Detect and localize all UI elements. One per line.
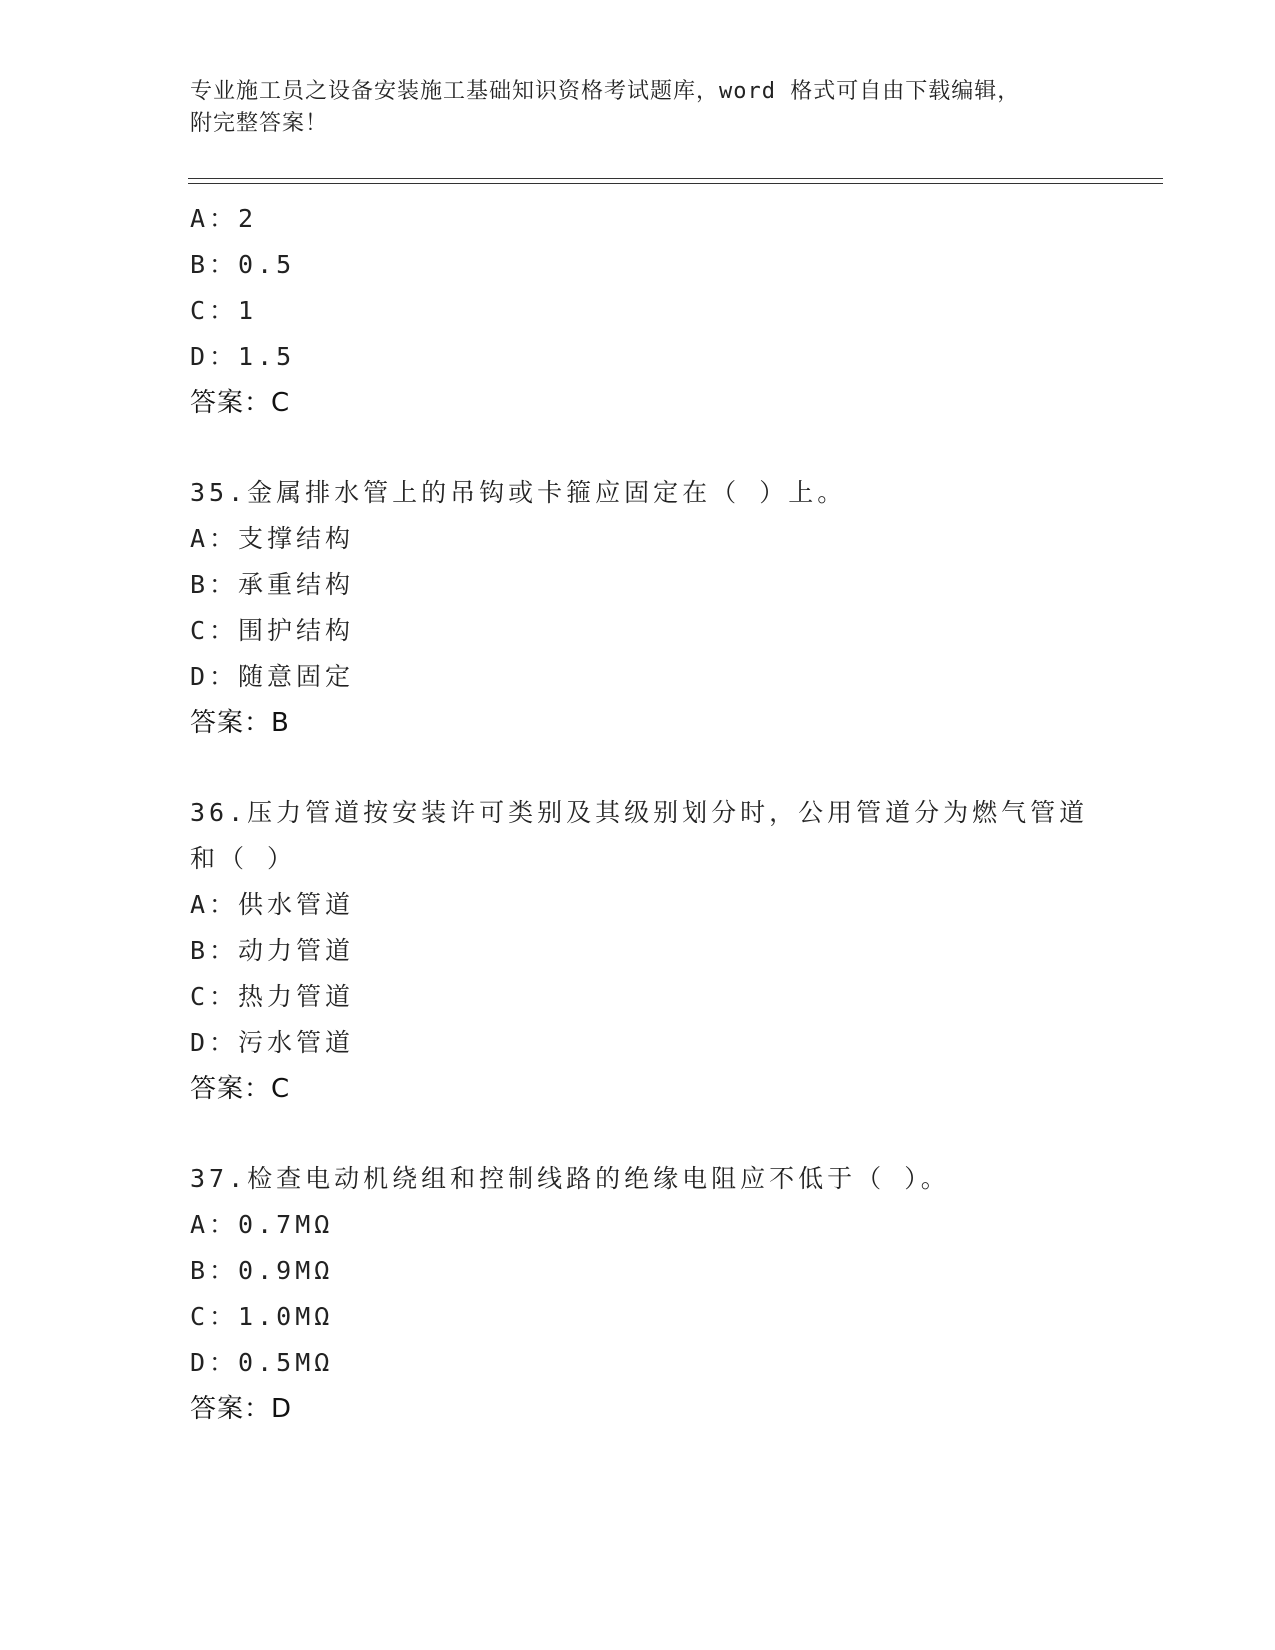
question-list — [190, 196, 1190, 1432]
question-block-37 — [190, 1156, 1190, 1432]
option-d: D：1.5 — [190, 342, 296, 371]
option-c: C：热力管道 — [190, 982, 355, 1011]
document-header — [190, 76, 1090, 140]
answer-line: 答案：D — [190, 1394, 293, 1424]
answer-line: 答案：B — [190, 708, 290, 738]
option-b: B：动力管道 — [190, 936, 355, 965]
option-a: A：供水管道 — [190, 890, 355, 919]
option-b: B：0.9MΩ — [190, 1256, 334, 1285]
answer-line: 答案：C — [190, 1074, 291, 1104]
option-d: D：随意固定 — [190, 662, 355, 691]
header-divider-top — [188, 178, 1163, 179]
option-b: B：承重结构 — [190, 570, 355, 599]
question-title-line-2: 和（ ） — [190, 844, 297, 873]
answer-line: 答案：C — [190, 388, 291, 418]
spacer — [190, 426, 1190, 470]
question-block-prev — [190, 196, 1190, 426]
question-title: 35.金属排水管上的吊钩或卡箍应固定在（ ）上。 — [190, 478, 847, 507]
option-a: A：支撑结构 — [190, 524, 355, 553]
option-d: D：污水管道 — [190, 1028, 355, 1057]
option-b: B：0.5 — [190, 250, 296, 279]
header-divider-bottom — [188, 183, 1163, 184]
spacer — [190, 1112, 1190, 1156]
header-line-2: 附完整答案！ — [190, 111, 329, 136]
option-c: C：1 — [190, 296, 258, 325]
question-title-line-1: 36.压力管道按安装许可类别及其级别划分时，公用管道分为燃气管道 — [190, 798, 1089, 827]
option-d: D：0.5MΩ — [190, 1348, 334, 1377]
option-a: A：0.7MΩ — [190, 1210, 334, 1239]
option-a: A：2 — [190, 204, 258, 233]
header-line-1: 专业施工员之设备安装施工基础知识资格考试题库，word 格式可自由下载编辑， — [190, 79, 1021, 104]
question-title: 37.检查电动机绕组和控制线路的绝缘电阻应不低于（ ）。 — [190, 1164, 950, 1193]
question-block-35 — [190, 470, 1190, 746]
question-block-36 — [190, 790, 1190, 1112]
spacer — [190, 746, 1190, 790]
option-c: C：围护结构 — [190, 616, 355, 645]
option-c: C：1.0MΩ — [190, 1302, 334, 1331]
